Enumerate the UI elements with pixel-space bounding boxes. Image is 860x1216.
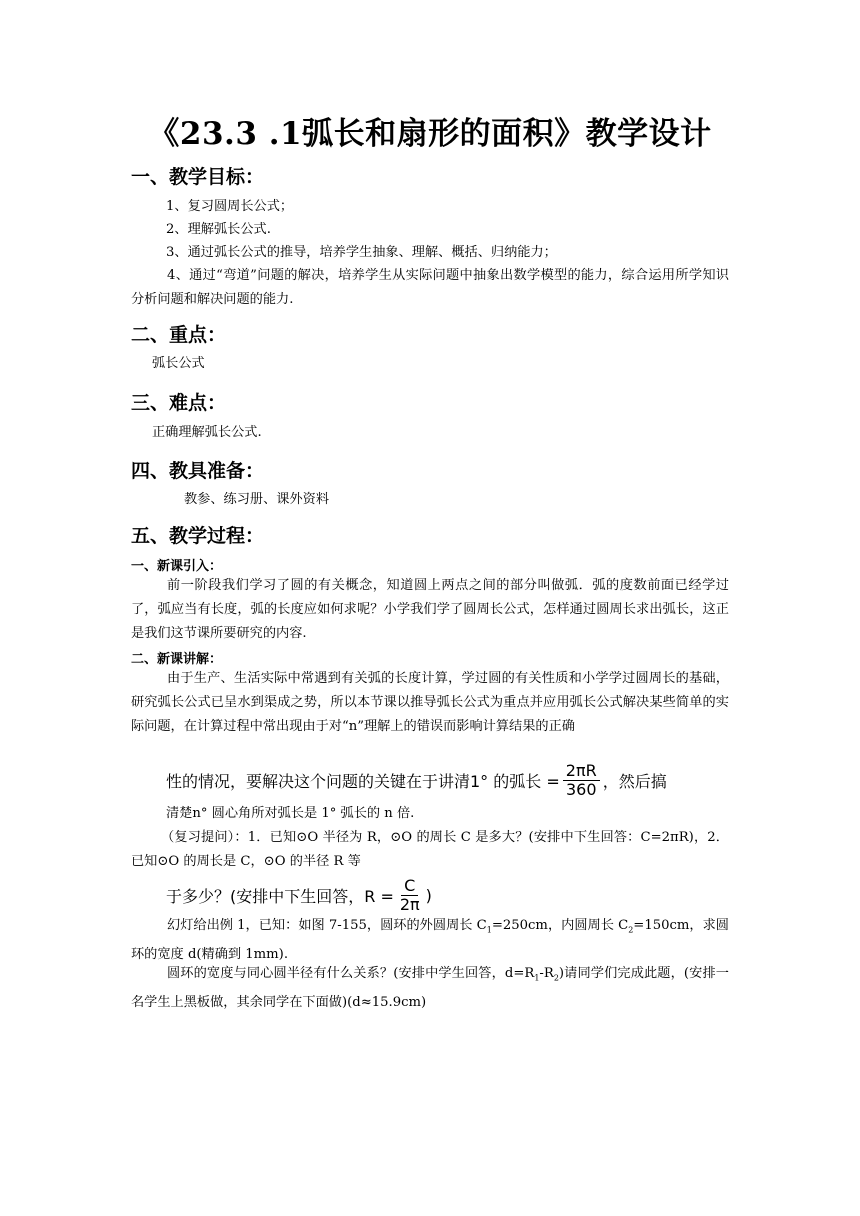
radius-fraction: [397, 877, 423, 914]
subheading-new-lesson-explanation: 二、新课讲解：: [131, 652, 223, 667]
ring-width-paragraph: [131, 962, 729, 1015]
answer-text-c: )请同学们完成此题，(安排一名学生上黑板做，其余同学在下面做)(d≈15.9cm): [131, 966, 729, 1010]
fraction-denominator: 360: [565, 779, 597, 799]
subheading-new-lesson-intro: 一、新课引入：: [131, 559, 223, 574]
subscript-2: 2: [628, 925, 634, 935]
materials-text: 教参、练习册、课外资料: [184, 492, 330, 507]
radius-formula-line: [166, 872, 432, 918]
arc-length-fraction: [563, 762, 600, 799]
objective-item-2: 2、理解弧长公式.: [166, 222, 271, 237]
objective-item-1: 1、复习圆周长公式；: [166, 199, 294, 214]
answer-text-b: -R: [539, 966, 554, 981]
document-title: 《23.3 .1弧长和扇形的面积》教学设计: [148, 116, 712, 152]
objective-item-3: 3、通过弧长公式的推导，培养学生抽象、理解、概括、归纳能力；: [166, 245, 557, 260]
example-text-a: 幻灯给出例 1，已知：如图 7-155，圆环的外圆周长 C: [167, 918, 487, 933]
arc-length-formula-line: [166, 758, 667, 802]
objective-item-4: 4、通过“弯道”问题的解决，培养学生从实际问题中抽象出数学模型的能力，综合运用所学知识分析问题和解决问题的能力.: [131, 268, 729, 307]
explanation-paragraph: 由于生产、生活实际中常遇到有关弧的长度计算，学过圆的有关性质和小学学过圆周长的基础，研究弧长公式已呈水到渠成之势，所以本节课以推导弧长公式为重点并应用弧长公式解决某些简单的实际问题，在计算过程中常出现由于对“n”理解上的错误而影响计算结果的正确: [131, 671, 729, 734]
section-heading-objectives: 一、教学目标：: [131, 166, 265, 188]
intro-paragraph: 前一阶段我们学习了圆的有关概念，知道圆上两点之间的部分叫做弧．弧的度数前面已经学过了，弧应当有长度，弧的长度应如何求呢？小学我们学了圆周长公式，怎样通过圆周长求出弧长，这正是我们这节课所要研究的内容.: [131, 578, 729, 641]
radius-fraction-numerator: C: [401, 877, 418, 896]
answer-subscript-1: 1: [534, 973, 540, 983]
section-heading-process: 五、教学过程：: [131, 525, 265, 547]
difficulties-text: 正确理解弧长公式.: [152, 425, 262, 440]
section-heading-key-points: 二、重点：: [131, 324, 227, 346]
example-text-b: =250cm，内圆周长 C: [491, 918, 629, 933]
section-heading-difficulties: 三、难点：: [131, 392, 227, 414]
degree-explanation: 清楚n° 圆心角所对弧长是 1° 弧长的 n 倍.: [166, 806, 415, 821]
fraction-numerator: 2πR: [563, 762, 600, 781]
review2-text-before: 于多少？(安排中下生回答，R =: [166, 886, 394, 906]
section-heading-materials: 四、教具准备：: [131, 460, 265, 482]
formula-text-before: 性的情况，要解决这个问题的关键在于讲清1° 的弧长 =: [166, 771, 560, 791]
example-text-c: =150cm，求圆环的宽度 d(精确到 1mm).: [131, 918, 729, 962]
answer-text-a: 圆环的宽度与同心圆半径有什么关系？(安排中学生回答，d=R: [167, 966, 535, 981]
answer-subscript-2: 2: [553, 973, 559, 983]
radius-fraction-denominator: 2π: [399, 894, 420, 914]
key-points-text: 弧长公式: [152, 356, 205, 371]
example-1-paragraph: [131, 914, 729, 967]
formula-text-after: ，然后搞: [602, 771, 667, 791]
subscript-1: 1: [486, 925, 492, 935]
review2-text-after: ): [425, 885, 432, 905]
review-question: （复习提问）：1．已知⊙O 半径为 R，⊙O 的周长 C 是多大？(安排中下生回答：C=2πR)，2．已知⊙O 的周长是 C，⊙O 的半径 R 等: [131, 830, 729, 869]
